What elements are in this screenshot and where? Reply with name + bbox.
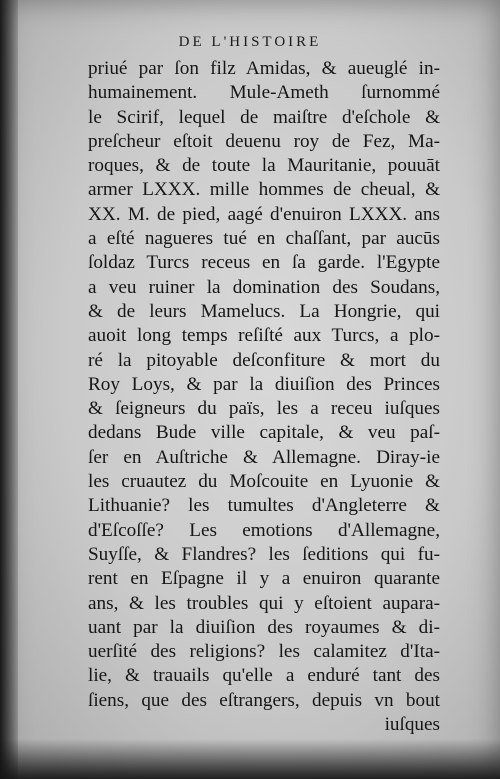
text-line: uant par la diuiſion des royaumes & di- [88,616,440,638]
text-line: a eſté nagueres tué en chaſſant, par aucūs [88,228,440,250]
text-line: ré la pitoyable deſconfiture & mort du [88,349,440,371]
text-line: ſoldaz Turcs receus en ſa garde. l'Egypte [88,252,440,274]
text-line: d'Eſcoſſe? Les emotions d'Allemagne, [88,519,440,541]
text-line: preſcheur eſtoit deuenu roy de Fez, Ma- [88,130,440,152]
text-line: XX. M. de pied, aagé d'enuiron LXXX. ans [88,203,440,225]
text-line: armer LXXX. mille hommes de cheual, & [88,179,440,201]
page-bottom-edge-shadow [0,739,500,779]
text-line: priué par ſon filz Amidas, & aueuglé in- [88,58,440,79]
text-line: le Scirif, lequel de maiſtre d'eſchole & [88,106,440,128]
text-line: humainement. Mule-Ameth ſurnommé [88,82,440,104]
catchword: iuſques [384,714,440,736]
text-line: Lithuanie? les tumultes d'Angleterre & [88,495,440,517]
text-line: ſer en Auſtriche & Allemagne. Diray-ie [88,446,440,468]
text-line: ſiens, que des eſtrangers, depuis vn bout [88,689,440,711]
text-line: roques, & de toute la Mauritanie, pouuāt [88,155,440,177]
text-line: Roy Loys, & par la diuiſion des Princes [88,373,440,395]
text-line: rent en Eſpagne il y a enuiron quarante [88,568,440,590]
text-line: dedans Bude ville capitale, & veu paſ- [88,422,440,444]
text-line: lie, & trauails qu'elle a enduré tant des [88,665,440,687]
text-line: les cruautez du Moſcouite en Lyuonie & [88,471,440,493]
text-line: ans, & les troubles qui y eſtoient aupara- [88,592,440,614]
text-line: a veu ruiner la domination des Soudans, [88,276,440,298]
body-text [88,57,440,737]
running-head: DE L'HISTOIRE [178,34,322,50]
text-line: Suyſſe, & Flandres? les ſeditions qui fu- [88,543,440,565]
text-line: & de leurs Mamelucs. La Hongrie, qui [88,300,440,322]
page-left-edge-shadow [0,0,18,779]
text-line: & ſeigneurs du païs, les a receu iuſques [88,398,440,420]
text-line: uerſité des religions? les calamitez d'Ita- [88,641,440,663]
text-line: auoit long temps reſiſté aux Turcs, a plo- [88,325,440,347]
